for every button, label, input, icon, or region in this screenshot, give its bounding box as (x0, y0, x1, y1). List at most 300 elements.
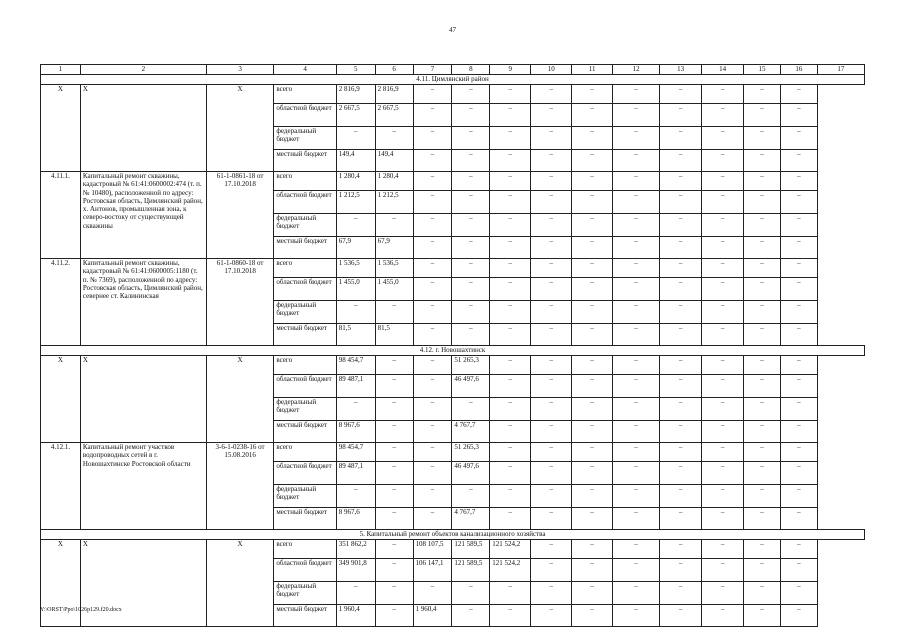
value-cell: 8 967,6 (336, 421, 375, 443)
value-cell: 81,5 (336, 324, 375, 346)
value-cell: – (780, 540, 817, 559)
value-cell: – (413, 191, 452, 214)
header-row (41, 65, 865, 75)
column-number-cell: 5 (336, 65, 375, 75)
column-number-cell: 3 (206, 65, 274, 75)
value-cell: – (660, 301, 702, 324)
value-cell: 67,9 (336, 237, 375, 259)
value-cell: – (375, 559, 413, 582)
item-number-cell: Х (41, 540, 81, 627)
table-row (41, 85, 865, 104)
value-cell: – (780, 443, 817, 462)
column-number-cell: 1 (41, 65, 81, 75)
value-cell: – (660, 150, 702, 172)
value-cell: – (613, 375, 660, 398)
value-cell: – (780, 462, 817, 485)
value-cell: – (375, 462, 413, 485)
value-cell: – (780, 85, 817, 104)
value-cell: – (702, 462, 744, 485)
value-cell: 1 455,0 (375, 278, 413, 301)
value-cell: – (744, 127, 781, 150)
section-title: 5. Капитальный ремонт объектов канализационного хозяйства (41, 530, 865, 540)
funding-source-cell: федеральный бюджет (274, 398, 336, 421)
value-cell: – (375, 421, 413, 443)
value-cell: – (336, 485, 375, 508)
value-cell: 1 455,0 (336, 278, 375, 301)
value-cell: – (702, 259, 744, 278)
value-cell: – (490, 485, 531, 508)
value-cell: – (572, 237, 613, 259)
value-cell: – (744, 485, 781, 508)
value-cell: – (702, 540, 744, 559)
value-cell: – (702, 324, 744, 346)
value-cell: – (490, 421, 531, 443)
footer-file-path: Y:\ORST\Ppo\1026p129.f20.docx (40, 607, 122, 613)
table-row (41, 259, 865, 278)
value-cell: – (744, 443, 781, 462)
value-cell: – (572, 421, 613, 443)
value-cell: – (375, 375, 413, 398)
value-cell: – (613, 127, 660, 150)
column-number-cell: 9 (490, 65, 531, 75)
value-cell: – (531, 214, 572, 237)
value-cell: – (490, 237, 531, 259)
value-cell: – (336, 214, 375, 237)
value-cell: – (452, 237, 490, 259)
funding-source-cell: областной бюджет (274, 191, 336, 214)
value-cell: – (744, 462, 781, 485)
value-cell: – (660, 398, 702, 421)
document-cell: Х (206, 540, 274, 627)
value-cell: – (413, 278, 452, 301)
value-cell: – (780, 324, 817, 346)
funding-source-cell: всего (274, 259, 336, 278)
funding-source-cell: всего (274, 540, 336, 559)
value-cell: – (572, 278, 613, 301)
value-cell: – (413, 324, 452, 346)
funding-source-cell: областной бюджет (274, 559, 336, 582)
value-cell: – (572, 443, 613, 462)
value-cell: – (744, 605, 781, 627)
value-cell: – (613, 540, 660, 559)
value-cell: – (660, 508, 702, 530)
value-cell: – (490, 582, 531, 605)
value-cell: – (780, 508, 817, 530)
value-cell: – (702, 508, 744, 530)
value-cell: – (452, 259, 490, 278)
object-name-cell: Капитальный ремонт участков водопроводных сетей в г. Новошахтинске Ростовской области (80, 443, 206, 530)
value-cell: 4 767,7 (452, 508, 490, 530)
value-cell: 1 536,5 (375, 259, 413, 278)
value-cell: – (413, 301, 452, 324)
funding-source-cell: федеральный бюджет (274, 127, 336, 150)
value-cell: – (375, 127, 413, 150)
value-cell: – (744, 324, 781, 346)
value-cell: – (613, 485, 660, 508)
value-cell: – (613, 421, 660, 443)
value-cell: – (572, 582, 613, 605)
funding-source-cell: федеральный бюджет (274, 301, 336, 324)
funding-source-cell: областной бюджет (274, 104, 336, 127)
value-cell: – (531, 278, 572, 301)
value-cell: 349 901,8 (336, 559, 375, 582)
item-number-cell: 4.12.1. (41, 443, 81, 530)
value-cell: – (452, 398, 490, 421)
funding-source-cell: всего (274, 85, 336, 104)
value-cell: – (490, 214, 531, 237)
value-cell: – (336, 127, 375, 150)
value-cell: – (531, 301, 572, 324)
value-cell: – (572, 508, 613, 530)
value-cell: – (744, 150, 781, 172)
document-cell: Х (206, 356, 274, 443)
object-name-cell: Капитальный ремонт скважины, кадастровый № 61:41:0600005:1180 (т. п. № 7369), расположенной по адресу: Ростовская область, Цимлянский район, севернее ст. Калининская (80, 259, 206, 346)
value-cell: – (413, 421, 452, 443)
section-title-row (41, 75, 865, 85)
value-cell: – (744, 301, 781, 324)
value-cell: – (531, 85, 572, 104)
budget-table (40, 64, 865, 627)
value-cell: – (702, 191, 744, 214)
value-cell: – (613, 559, 660, 582)
value-cell: 1 280,4 (375, 172, 413, 191)
value-cell: – (413, 485, 452, 508)
value-cell: – (613, 324, 660, 346)
value-cell: – (702, 301, 744, 324)
value-cell: – (452, 582, 490, 605)
value-cell: – (531, 104, 572, 127)
funding-source-cell: областной бюджет (274, 278, 336, 301)
funding-source-cell: местный бюджет (274, 150, 336, 172)
value-cell: – (613, 582, 660, 605)
value-cell: – (572, 485, 613, 508)
value-cell: – (375, 508, 413, 530)
value-cell: – (336, 398, 375, 421)
value-cell: – (780, 237, 817, 259)
value-cell: – (413, 150, 452, 172)
value-cell: – (531, 150, 572, 172)
value-cell: – (702, 605, 744, 627)
value-cell: – (375, 582, 413, 605)
value-cell: 8 967,6 (336, 508, 375, 530)
value-cell: 4 767,7 (452, 421, 490, 443)
value-cell: – (452, 172, 490, 191)
value-cell: 89 487,1 (336, 375, 375, 398)
value-cell: – (780, 278, 817, 301)
value-cell: 106 147,1 (413, 559, 452, 582)
value-cell: – (744, 172, 781, 191)
value-cell: – (660, 356, 702, 375)
value-cell: – (660, 172, 702, 191)
value-cell: – (490, 324, 531, 346)
value-cell: 81,5 (375, 324, 413, 346)
value-cell: – (660, 540, 702, 559)
value-cell: 121 589,5 (452, 540, 490, 559)
value-cell: – (660, 127, 702, 150)
value-cell: – (572, 150, 613, 172)
value-cell: – (744, 214, 781, 237)
value-cell: – (780, 127, 817, 150)
value-cell: – (490, 605, 531, 627)
value-cell: – (490, 150, 531, 172)
value-cell: – (702, 150, 744, 172)
value-cell: – (744, 237, 781, 259)
column-number-cell: 15 (744, 65, 781, 75)
value-cell: – (375, 485, 413, 508)
value-cell: – (702, 214, 744, 237)
value-cell: – (744, 508, 781, 530)
value-cell: – (660, 324, 702, 346)
funding-source-cell: местный бюджет (274, 508, 336, 530)
value-cell: – (702, 237, 744, 259)
value-cell: – (780, 582, 817, 605)
value-cell: – (780, 259, 817, 278)
value-cell: – (744, 540, 781, 559)
value-cell: – (702, 278, 744, 301)
funding-source-cell: областной бюджет (274, 462, 336, 485)
value-cell: – (490, 104, 531, 127)
value-cell: 46 497,6 (452, 375, 490, 398)
value-cell: – (531, 191, 572, 214)
value-cell: – (660, 605, 702, 627)
value-cell: – (413, 172, 452, 191)
funding-source-cell: всего (274, 356, 336, 375)
value-cell: – (572, 301, 613, 324)
value-cell: – (375, 398, 413, 421)
value-cell: – (572, 259, 613, 278)
value-cell: 98 454,7 (336, 443, 375, 462)
document-cell: Х (206, 85, 274, 172)
item-number-cell: Х (41, 85, 81, 172)
value-cell: – (531, 356, 572, 375)
value-cell: – (660, 259, 702, 278)
value-cell: 2 816,9 (375, 85, 413, 104)
funding-source-cell: всего (274, 172, 336, 191)
value-cell: – (702, 356, 744, 375)
value-cell: – (780, 104, 817, 127)
value-cell: – (490, 508, 531, 530)
value-cell: – (660, 191, 702, 214)
value-cell: – (490, 356, 531, 375)
value-cell: – (744, 398, 781, 421)
value-cell: – (375, 443, 413, 462)
value-cell: – (780, 485, 817, 508)
value-cell: 67,9 (375, 237, 413, 259)
funding-source-cell: местный бюджет (274, 237, 336, 259)
value-cell: 2 667,5 (375, 104, 413, 127)
column-number-cell: 12 (613, 65, 660, 75)
value-cell: – (452, 214, 490, 237)
section-title-row (41, 346, 865, 356)
value-cell: – (780, 398, 817, 421)
value-cell: – (531, 324, 572, 346)
value-cell: – (490, 375, 531, 398)
value-cell: – (780, 559, 817, 582)
value-cell: – (572, 104, 613, 127)
value-cell: – (413, 356, 452, 375)
value-cell: 1 280,4 (336, 172, 375, 191)
value-cell: – (744, 356, 781, 375)
value-cell: – (490, 462, 531, 485)
value-cell: 149,4 (375, 150, 413, 172)
value-cell: – (490, 85, 531, 104)
column-number-cell: 6 (375, 65, 413, 75)
value-cell: – (336, 301, 375, 324)
value-cell: – (531, 127, 572, 150)
value-cell: – (702, 127, 744, 150)
value-cell: – (613, 214, 660, 237)
value-cell: – (336, 582, 375, 605)
value-cell: – (613, 85, 660, 104)
value-cell: 1 536,5 (336, 259, 375, 278)
value-cell: – (490, 278, 531, 301)
value-cell: – (490, 172, 531, 191)
value-cell: – (660, 214, 702, 237)
value-cell: 1 960,4 (336, 605, 375, 627)
value-cell: – (744, 191, 781, 214)
funding-source-cell: всего (274, 443, 336, 462)
column-number-cell: 11 (572, 65, 613, 75)
value-cell: – (452, 191, 490, 214)
value-cell: 98 454,7 (336, 356, 375, 375)
value-cell: – (452, 278, 490, 301)
value-cell: – (780, 214, 817, 237)
value-cell: 2 667,5 (336, 104, 375, 127)
value-cell: – (744, 559, 781, 582)
document-cell: 61-1-0860-18 от 17.10.2018 (206, 259, 274, 346)
value-cell: – (531, 540, 572, 559)
value-cell: 51 265,3 (452, 356, 490, 375)
object-name-cell: Х (80, 85, 206, 172)
value-cell: – (413, 85, 452, 104)
value-cell: – (780, 375, 817, 398)
value-cell: – (660, 104, 702, 127)
document-cell: 3-6-1-0238-16 от 15.08.2016 (206, 443, 274, 530)
value-cell: – (490, 191, 531, 214)
value-cell: – (531, 508, 572, 530)
value-cell: – (744, 278, 781, 301)
value-cell: – (531, 259, 572, 278)
value-cell: – (702, 443, 744, 462)
value-cell: – (490, 443, 531, 462)
value-cell: – (744, 259, 781, 278)
value-cell: – (660, 582, 702, 605)
value-cell: – (613, 398, 660, 421)
value-cell: 108 107,5 (413, 540, 452, 559)
value-cell: – (613, 301, 660, 324)
value-cell: – (572, 191, 613, 214)
value-cell: – (613, 172, 660, 191)
table-row (41, 172, 865, 191)
funding-source-cell: федеральный бюджет (274, 214, 336, 237)
value-cell: – (413, 237, 452, 259)
value-cell: – (413, 104, 452, 127)
value-cell: 51 265,3 (452, 443, 490, 462)
value-cell: – (613, 150, 660, 172)
value-cell: – (572, 85, 613, 104)
value-cell: – (531, 582, 572, 605)
section-title: 4.11. Цимлянский район (41, 75, 865, 85)
page-number: 47 (449, 26, 456, 34)
value-cell: – (413, 375, 452, 398)
value-cell: – (531, 421, 572, 443)
value-cell: 89 487,1 (336, 462, 375, 485)
column-number-cell: 10 (531, 65, 572, 75)
value-cell: 351 862,2 (336, 540, 375, 559)
item-number-cell: Х (41, 356, 81, 443)
column-number-cell: 17 (817, 65, 864, 75)
value-cell: – (660, 559, 702, 582)
value-cell: – (702, 582, 744, 605)
value-cell: 121 589,5 (452, 559, 490, 582)
value-cell: 1 212,5 (375, 191, 413, 214)
value-cell: – (702, 172, 744, 191)
value-cell: – (452, 301, 490, 324)
value-cell: – (452, 324, 490, 346)
value-cell: – (744, 85, 781, 104)
section-title: 4.12. г. Новошахтинск (41, 346, 865, 356)
value-cell: – (660, 421, 702, 443)
value-cell: – (375, 301, 413, 324)
value-cell: – (375, 214, 413, 237)
value-cell: 1 960,4 (413, 605, 452, 627)
value-cell: – (572, 172, 613, 191)
document-cell: 61-1-0861-18 от 17.10.2018 (206, 172, 274, 259)
value-cell: – (660, 278, 702, 301)
value-cell: – (702, 398, 744, 421)
value-cell: 2 816,9 (336, 85, 375, 104)
column-number-cell: 16 (780, 65, 817, 75)
value-cell: – (452, 605, 490, 627)
value-cell: – (660, 485, 702, 508)
value-cell: – (613, 605, 660, 627)
funding-source-cell: местный бюджет (274, 421, 336, 443)
value-cell: – (413, 443, 452, 462)
column-number-cell: 7 (413, 65, 452, 75)
value-cell: – (744, 375, 781, 398)
value-cell: – (613, 191, 660, 214)
item-number-cell: 4.11.1. (41, 172, 81, 259)
value-cell: – (413, 259, 452, 278)
value-cell: – (780, 421, 817, 443)
value-cell: – (531, 559, 572, 582)
value-cell: – (613, 104, 660, 127)
item-number-cell: 4.11.2. (41, 259, 81, 346)
value-cell: – (613, 237, 660, 259)
value-cell: – (413, 508, 452, 530)
value-cell: – (490, 301, 531, 324)
value-cell: – (531, 375, 572, 398)
object-name-cell: Х (80, 540, 206, 627)
value-cell: – (613, 443, 660, 462)
value-cell: – (572, 127, 613, 150)
value-cell: – (702, 485, 744, 508)
value-cell: – (413, 398, 452, 421)
object-name-cell: Капитальный ремонт скважины, кадастровый № 61:41:0600002:474 (т. п. № 10480), расположенной по адресу: Ростовская область, Цимлянский район, х. Антонов, промышленная зона, к северо-востоку от существующей скважины (80, 172, 206, 259)
column-number-cell: 2 (80, 65, 206, 75)
table-row (41, 540, 865, 559)
value-cell: – (452, 127, 490, 150)
value-cell: – (780, 191, 817, 214)
value-cell: – (452, 104, 490, 127)
value-cell: – (780, 301, 817, 324)
value-cell: – (613, 462, 660, 485)
value-cell: – (702, 375, 744, 398)
value-cell: – (702, 104, 744, 127)
table-row (41, 443, 865, 462)
value-cell: – (531, 398, 572, 421)
value-cell: – (702, 559, 744, 582)
